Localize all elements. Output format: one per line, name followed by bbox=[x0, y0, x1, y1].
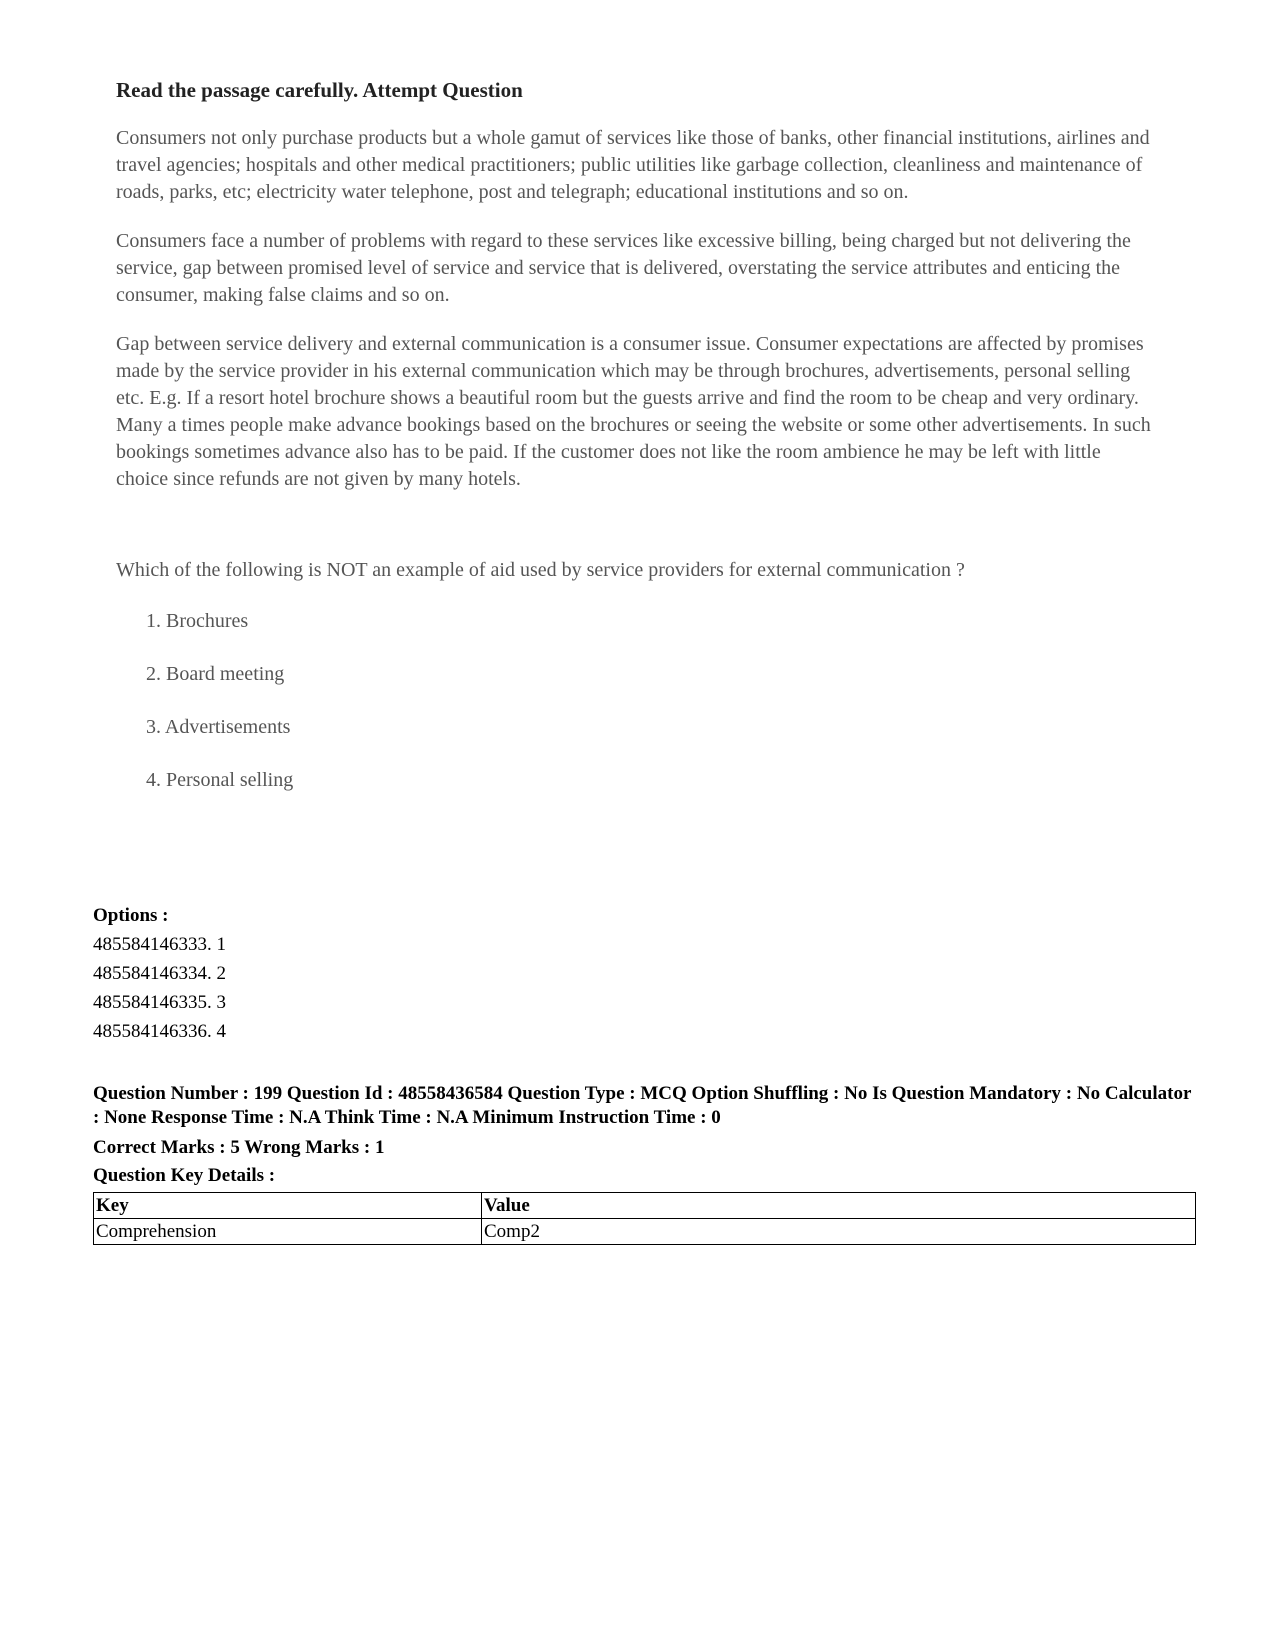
passage-heading: Read the passage carefully. Attempt Question bbox=[116, 78, 523, 102]
passage-paragraph-3: Gap between service delivery and external communication is a consumer issue. Consumer expectations are affected by promises made by the service provider in his external communication which may be through brochures, advertisements, personal selling etc. E.g. If a resort hotel brochure shows a beautiful room but the guests arrive and find the room to be cheap and very ordinary. Many a times people make advance bookings based on the brochures or seeing the website or some other advertisements. In such bookings sometimes advance also has to be paid. If the customer does not like the room ambience he may be left with little choice since refunds are not given by many hotels. bbox=[116, 333, 1151, 490]
value-header: Value bbox=[482, 1193, 1196, 1219]
question-marks: Correct Marks : 5 Wrong Marks : 1 bbox=[93, 1137, 385, 1158]
answer-choices bbox=[116, 608, 1156, 794]
question-meta bbox=[93, 902, 1193, 1245]
key-header: Key bbox=[94, 1193, 482, 1219]
question-details: Question Number : 199 Question Id : 48558436584 Question Type : MCQ Option Shuffling : No Is Question Mandatory : No Calculator : None Response Time : N.A Think Time : N.A Minimum Instruction Time : 0 bbox=[93, 1083, 1192, 1128]
choice-3: 3. Advertisements bbox=[146, 716, 291, 738]
passage-paragraph-1: Consumers not only purchase products but a whole gamut of services like those of banks, other financial institutions, airlines and travel agencies; hospitals and other medical practitioners; public utilities like garbage collection, cleanliness and maintenance of roads, parks, etc; electricity water telephone, post and telegraph; educational institutions and so on. bbox=[116, 127, 1150, 203]
choice-4: 4. Personal selling bbox=[146, 769, 294, 791]
option-item-3: 485584146335. 3 bbox=[93, 992, 226, 1013]
options-label: Options : bbox=[93, 905, 169, 926]
option-item-2: 485584146334. 2 bbox=[93, 963, 226, 984]
table-row bbox=[94, 1219, 1196, 1245]
option-item-4: 485584146336. 4 bbox=[93, 1021, 226, 1042]
question-text: Which of the following is NOT an example of aid used by service providers for external communication ? bbox=[116, 559, 965, 581]
passage-paragraph-2: Consumers face a number of problems with regard to these services like excessive billing, being charged but not delivering the service, gap between promised level of service and service that is delivered, overstating the service attributes and enticing the consumer, making false claims and so on. bbox=[116, 230, 1131, 306]
choice-1: 1. Brochures bbox=[146, 610, 249, 632]
value-cell: Comp2 bbox=[482, 1219, 1196, 1245]
choice-2: 2. Board meeting bbox=[146, 663, 285, 685]
question-image bbox=[116, 78, 1156, 820]
key-details-label: Question Key Details : bbox=[93, 1165, 276, 1186]
key-table bbox=[93, 1192, 1196, 1245]
option-item-1: 485584146333. 1 bbox=[93, 934, 226, 955]
key-table-header bbox=[94, 1193, 1196, 1219]
key-cell: Comprehension bbox=[94, 1219, 482, 1245]
